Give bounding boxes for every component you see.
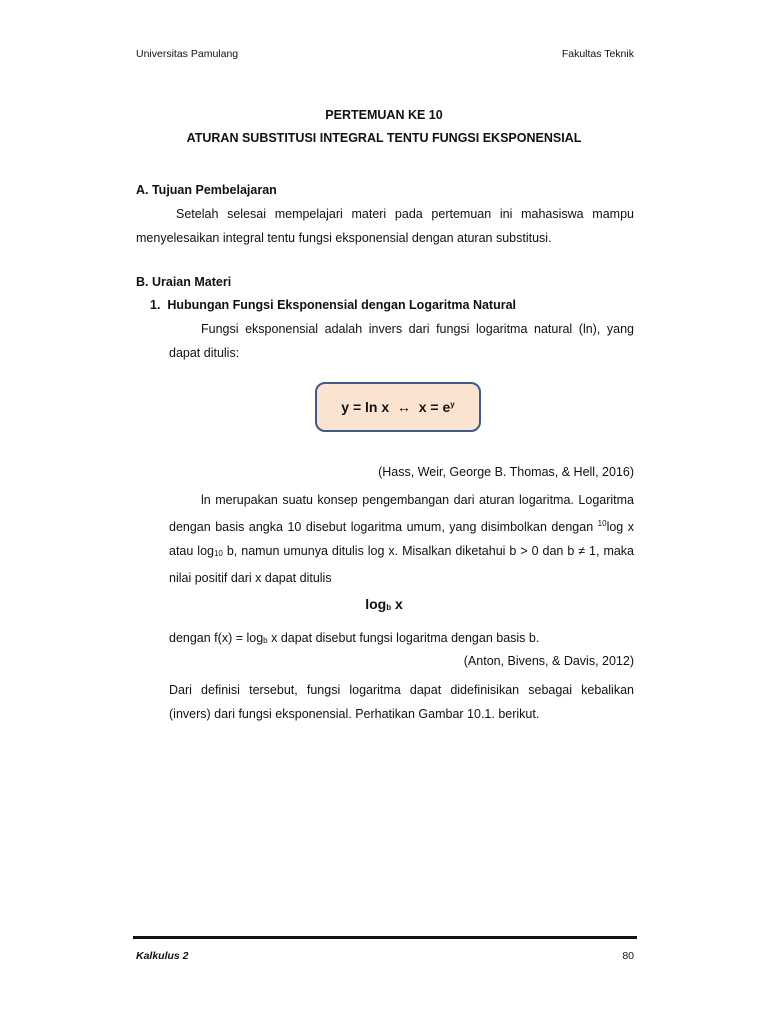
page-title: PERTEMUAN KE 10 xyxy=(325,108,443,122)
paragraph-3 xyxy=(169,626,634,653)
section-a-line-2: menyelesaikan integral tentu fungsi eksponensial dengan aturan substitusi. xyxy=(136,231,552,245)
header-faculty: Fakultas Teknik xyxy=(561,48,634,60)
paragraph-1-line-1: Fungsi eksponensial adalah invers dari fungsi logaritma natural (ln), yang xyxy=(201,322,634,336)
section-a-heading: A. Tujuan Pembelajaran xyxy=(136,183,277,197)
formula-logb: $\log_b x$ xyxy=(365,596,403,612)
paragraph-2-line-1: ln merupakan suatu konsep pengembangan dari aturan logaritma. Logaritma xyxy=(201,493,634,507)
header-university: Universitas Pamulang xyxy=(136,48,239,60)
citation-1: (Hass, Weir, George B. Thomas, & Hell, 2016) xyxy=(378,465,634,479)
paragraph-2-line-2: dengan basis angka 10 disebut logaritma umum, yang disimbolkan dengan $^{10}$log x xyxy=(169,519,634,534)
citation-2: (Anton, Bivens, & Davis, 2012) xyxy=(463,654,634,668)
paragraph-1 xyxy=(169,317,634,365)
paragraph-2 xyxy=(169,488,634,590)
section-a-paragraph xyxy=(136,202,634,250)
page-number: 80 xyxy=(622,950,634,962)
paragraph-2-line-4: nilai positif dari x dapat ditulis xyxy=(169,571,332,585)
formula-box xyxy=(315,382,481,432)
footer-course: Kalkulus 2 xyxy=(136,950,189,962)
paragraph-1-line-2: dapat ditulis: xyxy=(169,346,240,360)
paragraph-4-line-1: Dari definisi tersebut, fungsi logaritma dapat didefinisikan sebagai kebalikan xyxy=(169,683,634,697)
subsection-1-heading: 1. Hubungan Fungsi Eksponensial dengan Logaritma Natural xyxy=(150,298,517,312)
paragraph-4 xyxy=(169,678,634,726)
formula-text: y = ln x ↔ $x = e^y$ xyxy=(341,399,455,415)
footer-divider xyxy=(133,936,637,939)
paragraph-2-line-3: atau $\log_{10} b$, namun umunya ditulis log x. Misalkan diketahui b > 0 dan b ≠ 1, maka xyxy=(169,544,635,558)
paragraph-4-line-2: (invers) dari fungsi eksponensial. Perhatikan Gambar 10.1. berikut. xyxy=(169,707,540,721)
section-b-heading: B. Uraian Materi xyxy=(136,275,232,289)
page-subtitle: ATURAN SUBSTITUSI INTEGRAL TENTU FUNGSI EKSPONENSIAL xyxy=(186,131,582,145)
paragraph-3-line-1: dengan $f(x) = \log_b x$ dapat disebut fungsi logaritma dengan basis b. xyxy=(169,631,540,645)
section-a-line-1: Setelah selesai mempelajari materi pada pertemuan ini mahasiswa mampu xyxy=(176,207,634,221)
